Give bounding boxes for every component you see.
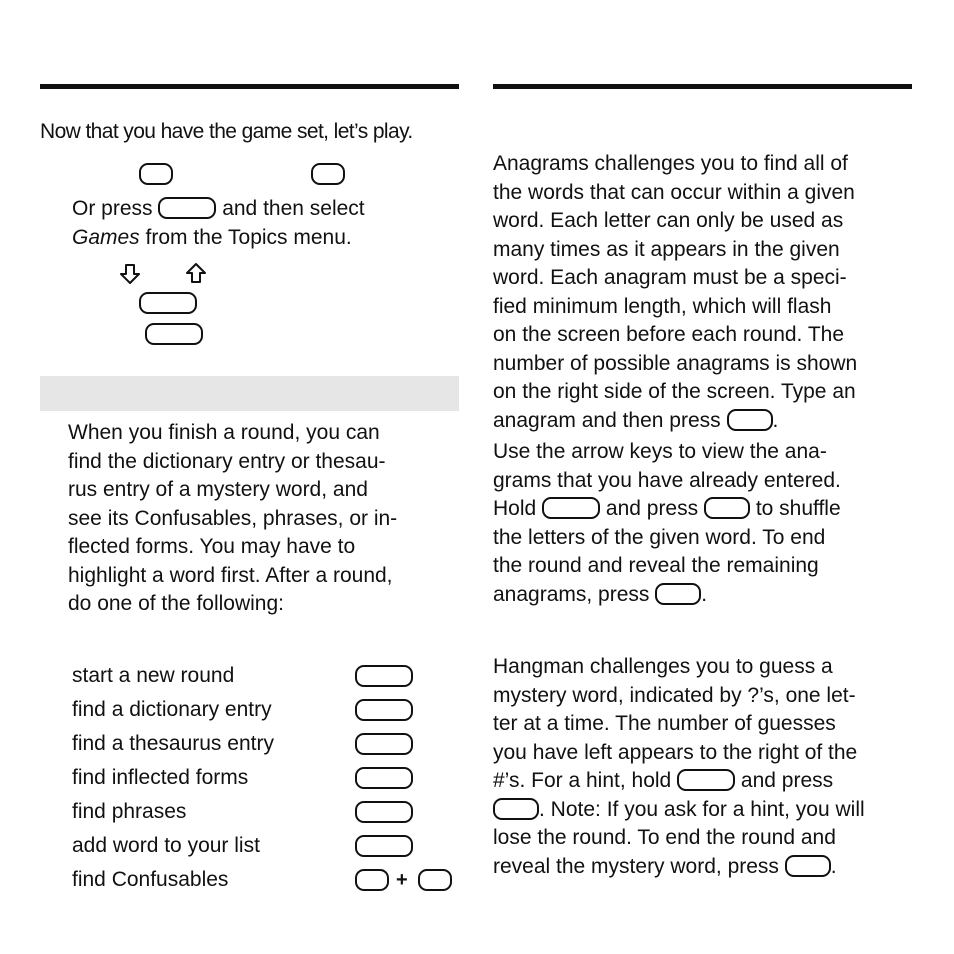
key-icon (677, 769, 735, 791)
plus-sign: + (396, 869, 408, 891)
key-icon (704, 497, 750, 519)
key-icon (145, 323, 203, 345)
key-icon (355, 869, 389, 891)
key-icon (139, 163, 173, 185)
key-icon (139, 292, 197, 314)
action-label: find inflected forms (72, 766, 249, 789)
key-icon (493, 798, 539, 820)
key-icon (542, 497, 600, 519)
left-top-rule (40, 84, 459, 89)
key-icon (355, 699, 413, 721)
key-icon (355, 835, 413, 857)
action-label: find phrases (72, 800, 187, 823)
key-icon (158, 197, 216, 219)
alt-instruction-line2: Games from the Topics menu. (72, 226, 352, 249)
anagrams-arrow-paragraph: Use the arrow keys to view the ana- grams that you have already entered. Hold and press to shuffle the letters of the given word. To end the round and reveal the remaining anagrams, press . (493, 440, 841, 606)
key-icon (355, 733, 413, 755)
action-label: start a new round (72, 664, 235, 687)
key-icon (311, 163, 345, 185)
right-top-rule (493, 84, 912, 89)
round-paragraph: When you finish a round, you can find the dictionary entry or thesau- rus entry of a mystery word, and see its Confusables, phrases, or in- flected forms. You may have to highlight a word first. After a round, do one of the following: (68, 421, 398, 615)
hangman-paragraph: Hangman challenges you to guess a mystery word, indicated by ?’s, one let- ter at a time. The number of guesses you have left appears to the right of the #’s. For a hint, hold and press . Note: If you ask for a hint, you will lose the round. To end the round and reveal the mystery word, press . (493, 655, 865, 878)
key-icon (655, 583, 701, 605)
action-label: find a dictionary entry (72, 698, 272, 721)
key-icon (355, 767, 413, 789)
action-label: find Confusables (72, 868, 229, 891)
anagrams-paragraph: Anagrams challenges you to find all of the words that can occur within a given word. Each letter can only be used as many times as it appears in the given word. Each anagram must be a speci- fied minimum length, which will flash on the screen before each round. The number of possible anagrams is shown on the right side of the screen. Type an anagram and then press . (493, 152, 858, 432)
action-label: find a thesaurus entry (72, 732, 274, 755)
key-icon (355, 801, 413, 823)
section-header-band (40, 376, 459, 411)
alt-instruction-line1: Or press and then select (72, 197, 365, 220)
intro-text: Now that you have the game set, let’s play. (40, 120, 413, 143)
key-icon (785, 855, 831, 877)
games-label: Games (72, 226, 140, 249)
key-icon (418, 869, 452, 891)
action-label: add word to your list (72, 834, 260, 857)
key-icon (727, 409, 773, 431)
down-arrow-icon (118, 262, 142, 286)
up-arrow-icon (184, 261, 208, 285)
key-icon (355, 665, 413, 687)
